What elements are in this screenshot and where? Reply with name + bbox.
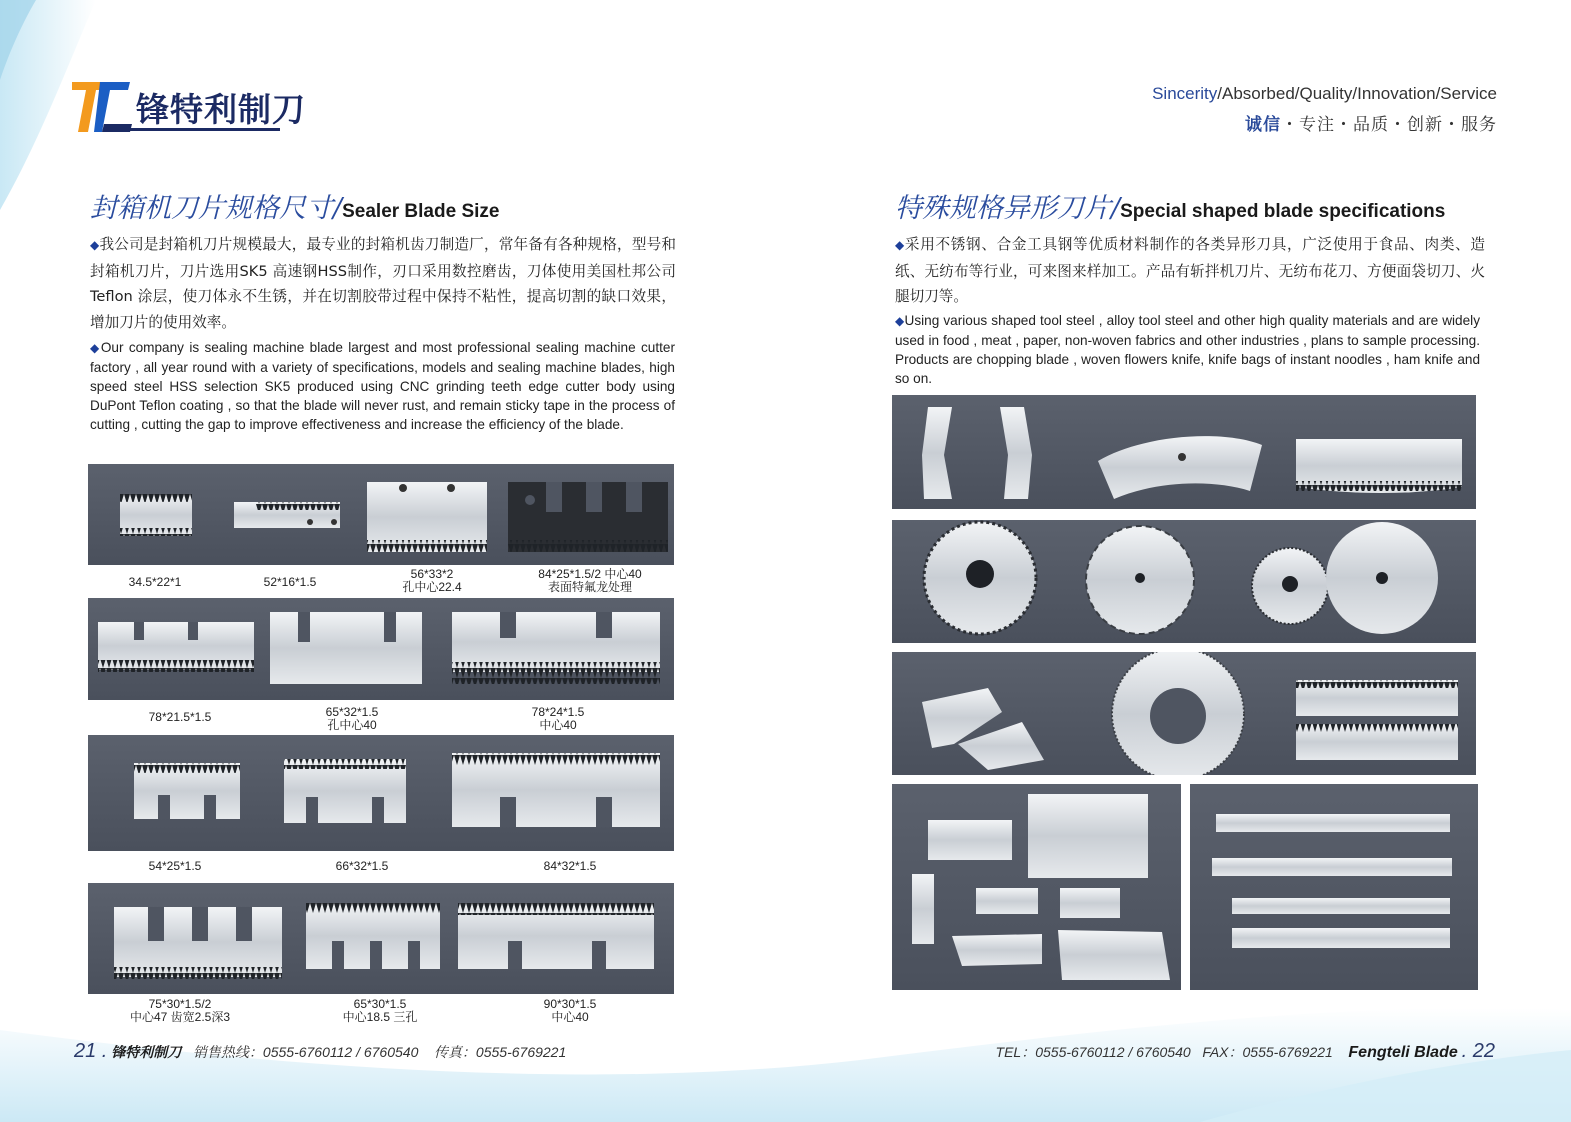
footer-left bbox=[74, 1040, 566, 1063]
left-title-zh: 封箱机刀片规格尺寸/ bbox=[90, 193, 343, 224]
blade-caption-line: 90*30*1.5 bbox=[543, 997, 597, 1011]
blade-caption: 78*21.5*1.5 bbox=[148, 710, 212, 724]
blade-caption: 54*25*1.5 bbox=[148, 859, 202, 873]
blade-caption-line: 中心40 bbox=[551, 1010, 589, 1024]
blade-caption-line: 78*24*1.5 bbox=[531, 705, 585, 719]
bullet-icon: ◆ bbox=[895, 314, 905, 328]
blade-caption-line: 65*32*1.5 bbox=[325, 705, 379, 719]
page-number-left: 21 . bbox=[74, 1040, 108, 1062]
blade-caption: 66*32*1.5 bbox=[335, 859, 389, 873]
special-blades-row-1 bbox=[892, 395, 1476, 509]
bullet-icon: ◆ bbox=[895, 238, 905, 252]
footer-fax: FAX：0555-6769221 bbox=[1202, 1044, 1333, 1060]
sealer-blades-row-3 bbox=[88, 735, 674, 851]
blade-photo-row-3 bbox=[88, 735, 674, 851]
bullet-icon: ◆ bbox=[90, 341, 101, 355]
blade-caption-line: 中心40 bbox=[539, 718, 577, 732]
blade-caption-line: 84*25*1.5/2 中心40 bbox=[538, 567, 642, 581]
slogan-english bbox=[1152, 84, 1497, 104]
blade-caption: 84*32*1.5 bbox=[543, 859, 597, 873]
blade-caption: 34.5*22*1 bbox=[128, 575, 182, 589]
footer-brand-en: Fengteli Blade bbox=[1348, 1044, 1458, 1061]
special-blades-row-4-left bbox=[892, 784, 1181, 990]
right-title-zh: 特殊规格异形刀片/ bbox=[895, 193, 1121, 224]
blade-caption-line: 表面特氟龙处理 bbox=[547, 580, 632, 594]
slogan-zh-highlight: 诚信 bbox=[1245, 115, 1281, 135]
page-number-right: . 22 bbox=[1461, 1040, 1495, 1062]
right-title-en: Special shaped blade specifications bbox=[1120, 201, 1446, 222]
blade-photo-row-1 bbox=[88, 464, 674, 565]
logo-text: 锋特利制刀 bbox=[136, 89, 306, 129]
left-paragraph-zh bbox=[90, 232, 676, 335]
blade-photo-row-4 bbox=[88, 883, 674, 994]
sealer-blades-row-2 bbox=[88, 598, 674, 700]
blade-caption bbox=[320, 998, 440, 1024]
blade-photo-row-2 bbox=[88, 598, 674, 700]
footer-right bbox=[996, 1040, 1495, 1063]
slogan-en-rest: /Absorbed/Quality/Innovation/Service bbox=[1217, 84, 1497, 103]
right-para-en-text: Using various shaped tool steel , alloy tool steel and other high quality materials and are widely used in food , meat , paper, non-woven fabrics and other industries , plans to sample processing. Products are chopping blade , woven flowers knife, knife bags of instant noodles , ham knife and so on. bbox=[895, 313, 1480, 386]
sealer-blades-row-1 bbox=[88, 464, 674, 565]
blade-caption bbox=[498, 706, 618, 732]
blade-caption-line: 孔中心40 bbox=[327, 718, 377, 732]
left-para-zh-text: 我公司是封箱机刀片规模最大，最专业的封箱机齿刀制造厂，常年备有各种规格，型号和封箱机刀片，刀片选用SK5 高速钢HSS制作，刃口采用数控磨齿，刀体使用美国杜邦公司Teflon 涂层，使刀体永不生锈，并在切割胶带过程中保持不粘性，提高切割的缺口效果，增加刀片的使用效率。 bbox=[90, 236, 676, 331]
footer-brand-zh: 锋特利制刀 bbox=[111, 1044, 182, 1060]
slogan-chinese bbox=[1245, 110, 1497, 135]
special-blades-row-4-right bbox=[1190, 784, 1478, 990]
blade-caption-line: 孔中心22.4 bbox=[402, 580, 462, 594]
right-paragraph-zh bbox=[895, 232, 1485, 310]
special-blade-photo-2 bbox=[892, 520, 1476, 643]
logo-mark-icon bbox=[70, 78, 132, 136]
special-blade-photo-3 bbox=[892, 652, 1476, 775]
left-title-en: Sealer Blade Size bbox=[342, 201, 500, 222]
right-paragraph-en bbox=[895, 311, 1480, 388]
right-section-title bbox=[895, 186, 1445, 225]
footer-fax-zh: 传真：0555-6769221 bbox=[433, 1044, 567, 1060]
slogan-en-highlight: Sincerity bbox=[1152, 84, 1218, 103]
bullet-icon: ◆ bbox=[90, 238, 100, 252]
footer-hotline: 销售热线：0555-6760112 / 6760540 bbox=[192, 1044, 419, 1060]
left-section-title bbox=[90, 186, 499, 225]
left-para-en-text: Our company is sealing machine blade largest and most professional sealing machine cutter factory , all year round with a variety of specifications, models and sealing machine blades, high speed steel HSS selection SK5 produced using CNC grinding teeth edge cutter body using DuPont Teflon coating , so that the blade will never rust, and remain sticky tape in the process of cutting , cutting the gap to improve effectiveness and increase the efficiency of the blade. bbox=[90, 340, 676, 432]
footer-tel: TEL：0555-6760112 / 6760540 bbox=[995, 1044, 1191, 1060]
right-para-zh-text: 采用不锈钢、合金工具钢等优质材料制作的各类异形刀具，广泛使用于食品、肉类、造纸、无纺布等行业，可来图来样加工。产品有斩拌机刀片、无纺布花刀、方便面袋切刀、火腿切刀等。 bbox=[895, 236, 1485, 305]
blade-caption bbox=[372, 568, 492, 594]
blade-caption bbox=[510, 998, 630, 1024]
left-paragraph-en bbox=[90, 338, 675, 434]
special-blades-row-3 bbox=[892, 652, 1476, 775]
sealer-blades-row-4 bbox=[88, 883, 674, 994]
blade-caption bbox=[120, 998, 240, 1024]
blade-caption: 52*16*1.5 bbox=[263, 575, 317, 589]
blade-caption bbox=[505, 568, 675, 594]
blade-caption-line: 56*33*2 bbox=[410, 567, 454, 581]
blade-caption-line: 中心47 齿宽2.5深3 bbox=[129, 1010, 231, 1024]
slogan-zh-rest: ・专注・品质・创新・服务 bbox=[1281, 115, 1497, 135]
blade-caption-line: 中心18.5 三孔 bbox=[342, 1010, 418, 1024]
special-blade-photo-5 bbox=[1190, 784, 1478, 990]
blade-caption-line: 65*30*1.5 bbox=[353, 997, 407, 1011]
logo-underline bbox=[124, 128, 280, 131]
blade-caption bbox=[292, 706, 412, 732]
blade-caption-line: 75*30*1.5/2 bbox=[148, 997, 212, 1011]
special-blades-row-2 bbox=[892, 520, 1476, 643]
special-blade-photo-4 bbox=[892, 784, 1181, 990]
special-blade-photo-1 bbox=[892, 395, 1476, 509]
